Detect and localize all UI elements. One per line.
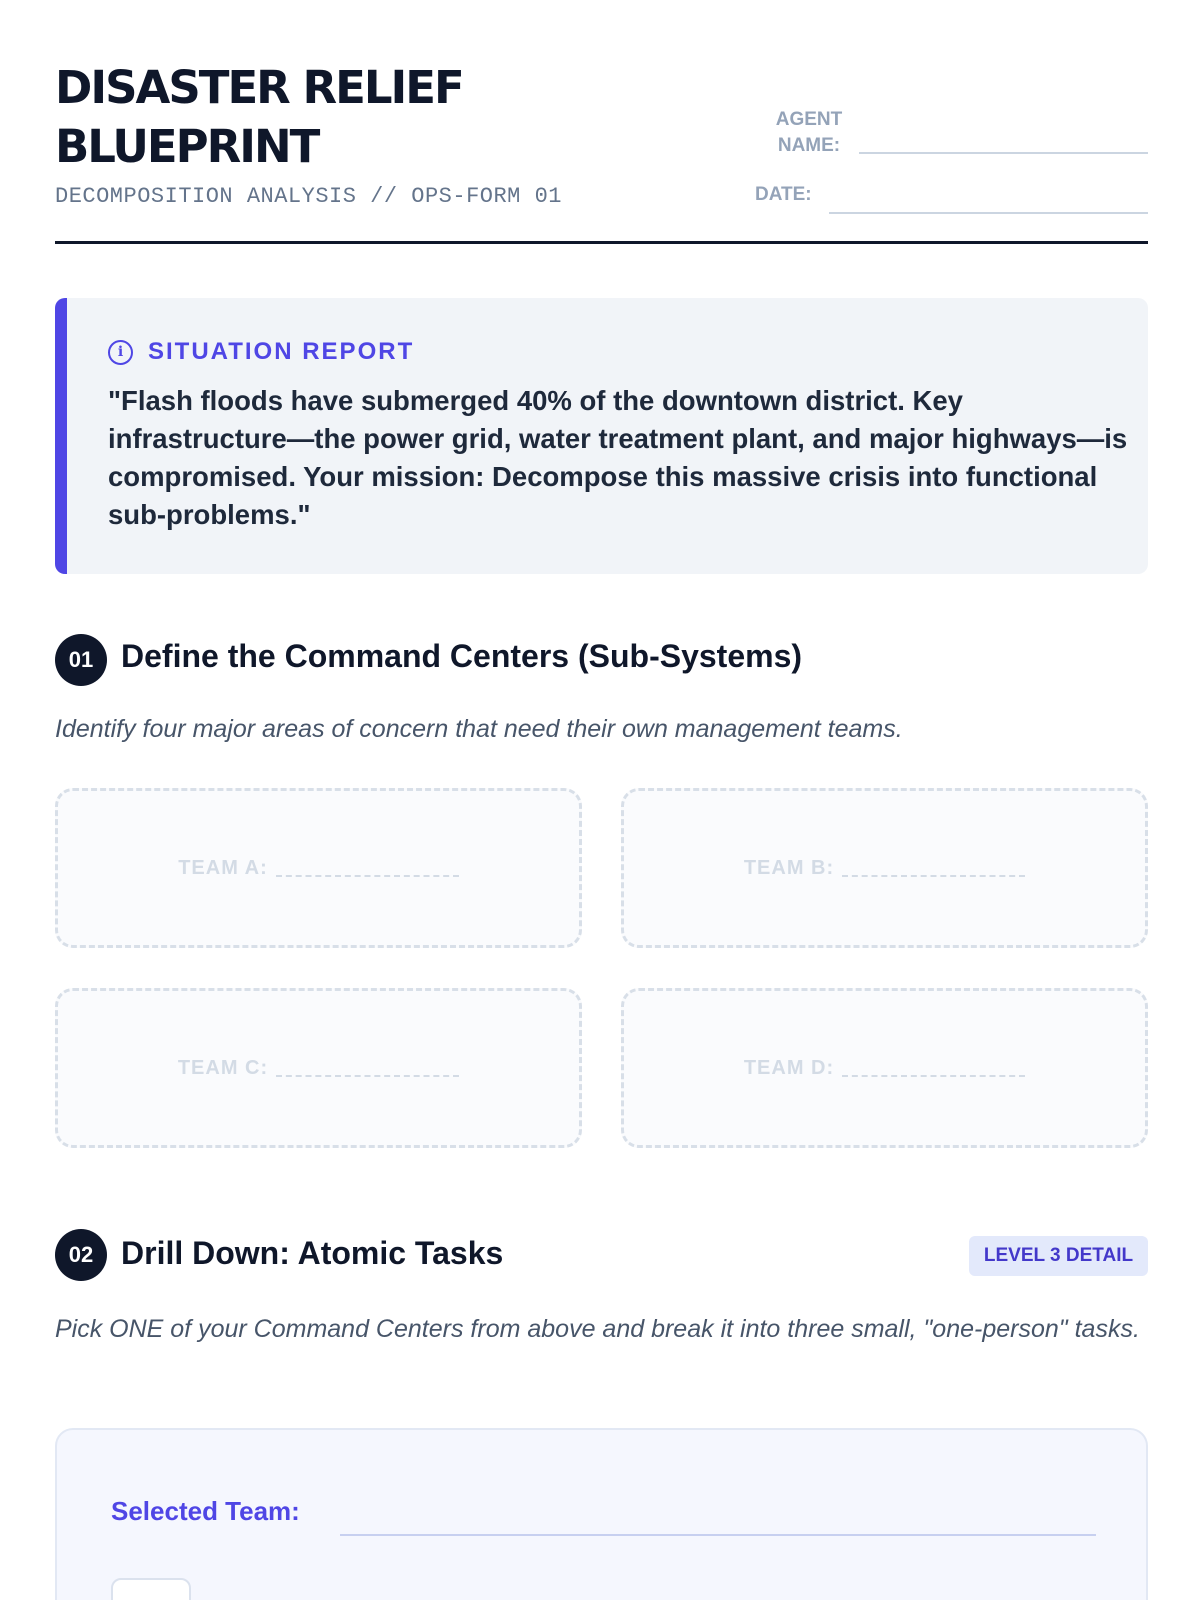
team-c-label: TEAM C:: [177, 1056, 269, 1079]
date-field[interactable]: [829, 212, 1148, 214]
selected-team-field[interactable]: [340, 1534, 1096, 1536]
title-line-1: DISASTER RELIEF: [55, 61, 463, 114]
team-b-label: TEAM B:: [743, 856, 835, 879]
date-label: DATE:: [755, 184, 812, 205]
drill-down-panel: [55, 1428, 1148, 1600]
accent-bar: [55, 298, 67, 574]
section-1-number: 01: [55, 634, 107, 686]
team-c-box[interactable]: [55, 988, 582, 1148]
agent-label-line-1: AGENT: [775, 109, 843, 130]
section-2-description: Pick ONE of your Command Centers from above and break it into three small, "one-person" tasks.: [55, 1315, 1140, 1343]
situation-report-header: [108, 338, 414, 366]
agent-name-field[interactable]: [859, 152, 1148, 154]
agent-label-line-2: NAME:: [777, 135, 841, 156]
team-d-label: TEAM D:: [743, 1056, 835, 1079]
team-c-blank[interactable]: [276, 1063, 459, 1077]
header-divider: [55, 241, 1148, 244]
agent-name-label: [766, 107, 852, 159]
title-line-2: BLUEPRINT: [55, 120, 319, 173]
team-d-box[interactable]: [621, 988, 1148, 1148]
level-badge: LEVEL 3 DETAIL: [969, 1236, 1148, 1276]
section-2-number: 02: [55, 1229, 107, 1281]
section-1-title: Define the Command Centers (Sub-Systems): [121, 638, 803, 674]
team-b-box[interactable]: [621, 788, 1148, 948]
situation-report-card: [55, 298, 1148, 574]
situation-report-quote: "Flash floods have submerged 40% of the downtown district. Key infrastructure—the power grid, water treatment plant, and major highways—is compromised. Your mission: Decompose this massive crisis into functional sub-problems.": [108, 385, 1128, 530]
team-a-blank[interactable]: [276, 863, 459, 877]
section-2-title: Drill Down: Atomic Tasks: [121, 1235, 504, 1271]
situation-report-title: SITUATION REPORT: [148, 338, 415, 365]
team-d-blank[interactable]: [842, 1063, 1025, 1077]
section-1-description: Identify four major areas of concern that need their own management teams.: [55, 715, 903, 743]
selected-team-label: Selected Team:: [111, 1496, 300, 1526]
task-checkbox[interactable]: [111, 1578, 191, 1600]
team-a-label: TEAM A:: [178, 856, 268, 879]
page-subtitle: DECOMPOSITION ANALYSIS // OPS-FORM 01: [55, 184, 562, 209]
team-a-box[interactable]: [55, 788, 582, 948]
page-title: [55, 58, 615, 176]
info-circle-icon: i: [108, 340, 133, 365]
team-b-blank[interactable]: [842, 863, 1025, 877]
